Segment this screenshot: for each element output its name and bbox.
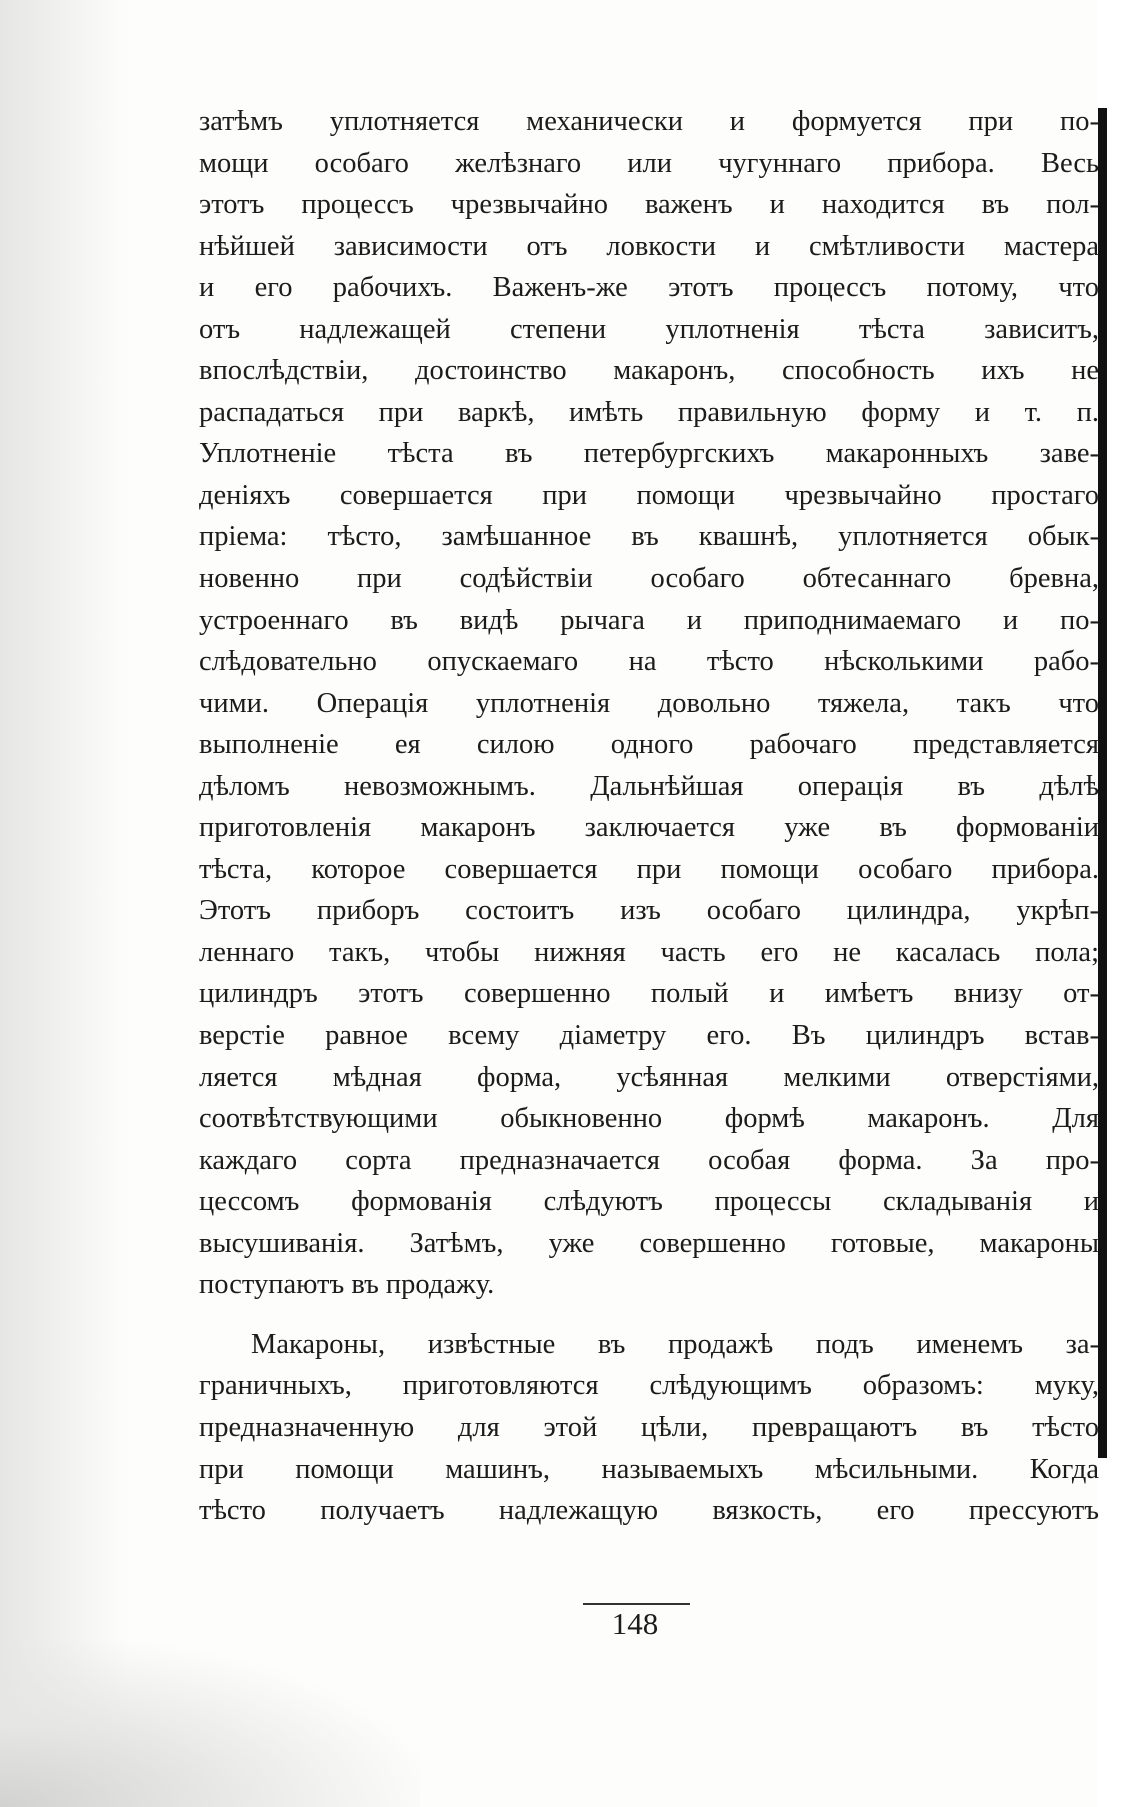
text-line: Уплотненіе тѣста въ петербургскихъ макаронныхъ заве- — [199, 438, 1099, 470]
text-line: и его рабочихъ. Важенъ-же этотъ процессъ потому, что — [199, 272, 1099, 304]
paragraph-1 — [199, 101, 1099, 1306]
page-number: 148 — [611, 1606, 659, 1641]
text-line: Этотъ приборъ состоитъ изъ особаго цилиндра, укрѣп- — [199, 895, 1099, 927]
text-line: распадаться при варкѣ, имѣть правильную форму и т. п. — [199, 396, 1099, 428]
text-line: поступаютъ въ продажу. — [199, 1269, 495, 1301]
text-line: высушиванія. Затѣмъ, уже совершенно готовые, макароны — [199, 1227, 1099, 1259]
text-line: чими. Операція уплотненія довольно тяжела, такъ что — [199, 687, 1099, 719]
text-line: отъ надлежащей степени уплотненія тѣста зависитъ, — [199, 313, 1099, 345]
text-line: деніяхъ совершается при помощи чрезвычайно простаго — [199, 479, 1099, 511]
text-line: граничныхъ, приготовляются слѣдующимъ образомъ: муку, — [199, 1370, 1099, 1402]
text-line: соотвѣтствующими обыкновенно формѣ макаронъ. Для — [199, 1103, 1099, 1135]
text-line: новенно при содѣйствіи особаго обтесаннаго бревна, — [199, 563, 1099, 595]
scan-edge-line — [1098, 108, 1107, 1458]
text-line: дѣломъ невозможнымъ. Дальнѣйшая операція въ дѣлѣ — [199, 770, 1099, 802]
text-line: тѣсто получаетъ надлежащую вязкость, его прессуютъ — [199, 1495, 1099, 1527]
text-line: нѣйшей зависимости отъ ловкости и смѣтливости мастера — [199, 230, 1099, 262]
text-line: при помощи машинъ, называемыхъ мѣсильными. Когда — [199, 1453, 1099, 1485]
text-line: пріема: тѣсто, замѣшанное въ квашнѣ, уплотняется обык- — [199, 521, 1099, 553]
text-line: приготовленія макаронъ заключается уже въ формованіи — [199, 812, 1099, 844]
text-line: леннаго такъ, чтобы нижняя часть его не касалась пола; — [199, 936, 1099, 968]
text-line: тѣста, которое совершается при помощи особаго прибора. — [199, 853, 1099, 885]
text-line: предназначенную для этой цѣли, превращаютъ въ тѣсто — [199, 1411, 1099, 1443]
scan-shadow-bottom — [0, 1640, 420, 1807]
text-line: слѣдовательно опускаемаго на тѣсто нѣсколькими рабо- — [199, 646, 1099, 678]
text-line: каждаго сорта предназначается особая форма. За про- — [199, 1144, 1099, 1176]
text-line: цилиндръ этотъ совершенно полый и имѣетъ внизу от- — [199, 978, 1099, 1010]
body-text — [199, 101, 1099, 1532]
scan-shadow-left — [0, 0, 130, 1807]
text-line: цессомъ формованія слѣдуютъ процессы складыванія и — [199, 1186, 1099, 1218]
text-line: мощи особаго желѣзнаго или чугуннаго прибора. Весь — [199, 147, 1099, 179]
text-line: устроеннаго въ видѣ рычага и приподнимаемаго и по- — [199, 604, 1099, 636]
text-line: выполненіе ея силою одного рабочаго представляется — [199, 729, 1099, 761]
text-line: затѣмъ уплотняется механически и формуется при по- — [199, 106, 1099, 137]
paragraph-2 — [199, 1324, 1099, 1532]
text-line: верстіе равное всему діаметру его. Въ цилиндръ встав- — [199, 1020, 1099, 1052]
text-line: Макароны, извѣстные въ продажѣ подъ именемъ за- — [251, 1328, 1099, 1360]
text-line: этотъ процессъ чрезвычайно важенъ и находится въ пол- — [199, 189, 1099, 221]
text-line: ляется мѣдная форма, усѣянная мелкими отверстіями, — [199, 1061, 1099, 1093]
text-line: впослѣдствіи, достоинство макаронъ, способность ихъ не — [199, 355, 1099, 387]
